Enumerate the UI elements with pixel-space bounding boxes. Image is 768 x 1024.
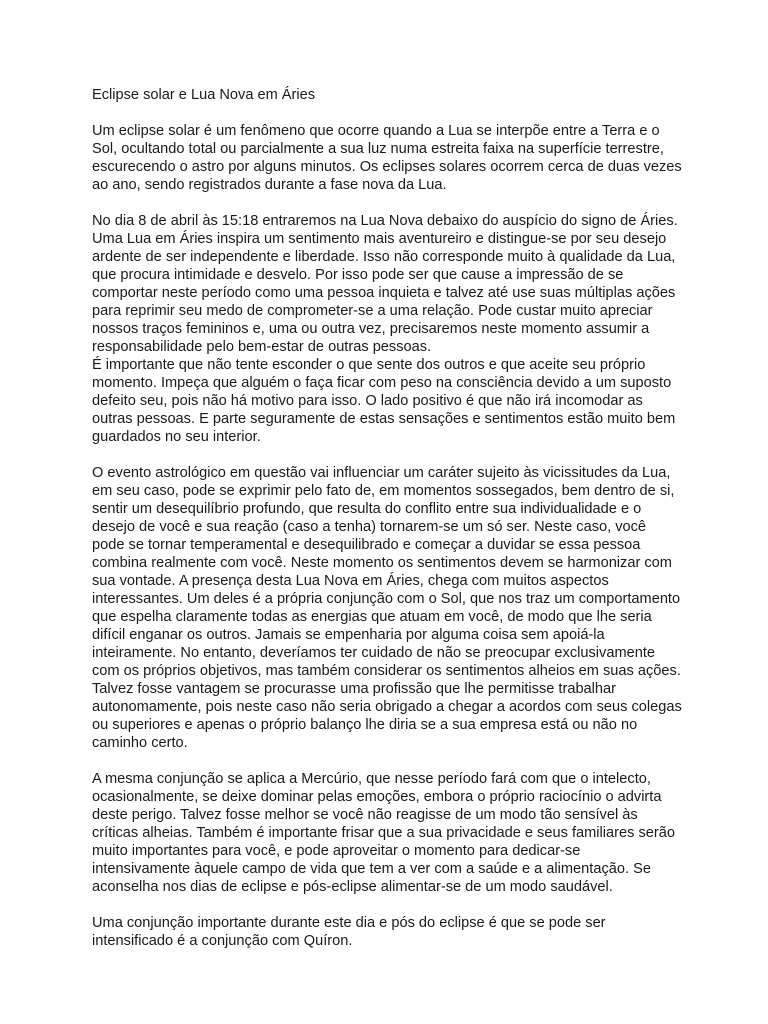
paragraph-eclipse-definition: Um eclipse solar é um fenômeno que ocorre quando a Lua se interpõe entre a Terra e o Sol, ocultando total ou parcialmente a sua luz numa estreita faixa na superfície terrestre, escurecendo o astro por alguns minutos. Os eclipses solares ocorrem cerca de duas vezes ao ano, sendo registrados durante a fase nova da Lua. bbox=[92, 123, 682, 193]
paragraph-new-moon-aries: No dia 8 de abril às 15:18 entraremos na Lua Nova debaixo do auspício do signo de Áries. Uma Lua em Áries inspira um sentimento mais aventureiro e distingue-se por seu desejo ardente de ser independente e liberdade. Isso não corresponde muito à qualidade da Lua, que procura intimidade e desvelo. Por isso pode ser que cause a impressão de se comportar neste período como uma pessoa inquieta e talvez até use suas múltiplas ações para reprimir seu medo de comprometer-se a uma relação. Pode custar muito apreciar nossos traços femininos e, uma ou outra vez, precisaremos neste momento assumir a responsabilidade pelo bem-estar de outras pessoas. bbox=[92, 213, 678, 355]
paragraph-chiron-conjunction: Uma conjunção importante durante este dia e pós do eclipse é que se pode ser intensificado é a conjunção com Quíron. bbox=[92, 915, 606, 949]
paragraph-importance: É importante que não tente esconder o que sente dos outros e que aceite seu próprio momento. Impeça que alguém o faça ficar com peso na consciência devido a um suposto defeito seu, pois não há motivo para isso. O lado positivo é que não irá incomodar as outras pessoas. E parte seguramente de estas sensações e sentimentos estão muito bem guardados no seu interior. bbox=[92, 357, 676, 445]
document-title: Eclipse solar e Lua Nova em Áries bbox=[92, 87, 316, 103]
paragraph-astrological-event: O evento astrológico em questão vai influenciar um caráter sujeito às vicissitudes da Lua, em seu caso, pode se exprimir pelo fato de, em momentos sossegados, bem dentro de si, sentir um desequilíbrio profundo, que resulta do conflito entre sua individualidade e o desejo de você e sua reação (caso a tenha) tornarem-se um só ser. Neste caso, você pode se tornar temperamental e desequilibrado e começar a duvidar se essa pessoa combina realmente com você. Neste momento os sentimentos devem se harmonizar com sua vontade. A presença desta Lua Nova em Áries, chega com muitos aspectos interessantes. Um deles é a própria conjunção com o Sol, que nos traz um comportamento que espelha claramente todas as energias que atuam em você, de modo que lhe seria difícil enganar os outros. Jamais se empenharia por alguma coisa sem apoiá-la inteiramente. No entanto, deveríamos ter cuidado de não se preocupar exclusivamente com os próprios objetivos, mas também considerar os sentimentos alheios em suas ações. Talvez fosse vantagem se procurasse uma profissão que lhe permitisse trabalhar autonomamente, pois neste caso não seria obrigado a chegar a acordos com seus colegas ou superiores e apenas o próprio balanço lhe diria se a sua empresa está ou não no caminho certo. bbox=[92, 465, 682, 751]
document-body bbox=[92, 86, 682, 968]
paragraph-mercury-conjunction: A mesma conjunção se aplica a Mercúrio, que nesse período fará com que o intelecto, ocasionalmente, se deixe dominar pelas emoções, embora o próprio raciocínio o advirta deste perigo. Talvez fosse melhor se você não reagisse de um modo tão sensível às críticas alheias. Também é importante frisar que a sua privacidade e seus familiares serão muito importantes para você, e pode aproveitar o momento para dedicar-se intensivamente àquele campo de vida que tem a ver com a saúde e a alimentação. Se aconselha nos dias de eclipse e pós-eclipse alimentar-se de um modo saudável. bbox=[92, 771, 675, 895]
